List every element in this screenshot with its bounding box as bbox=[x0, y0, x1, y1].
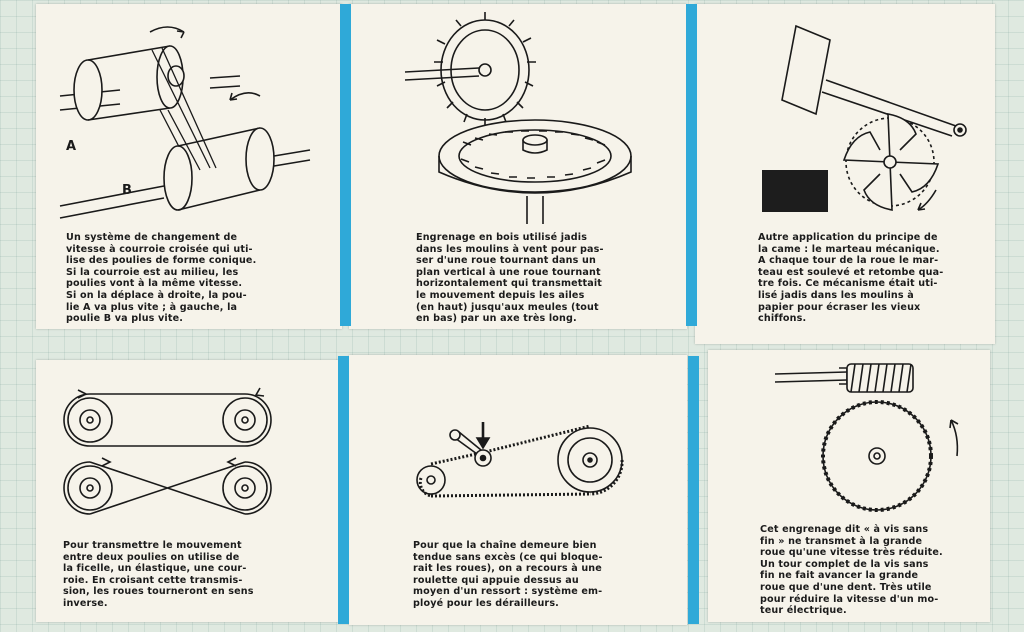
wooden-gear-illustration bbox=[405, 14, 635, 224]
belt-pulleys-illustration bbox=[60, 380, 280, 520]
caption-line: plan vertical à une roue tournant bbox=[416, 266, 601, 278]
caption-line: Un système de changement de bbox=[66, 232, 238, 243]
caption-line: Engrenage en bois utilisé jadis bbox=[416, 232, 588, 243]
caption-line: la came : le marteau mécanique. bbox=[758, 243, 940, 255]
caption-worm-gear bbox=[760, 524, 972, 617]
caption-line: lie A va plus vite ; à gauche, la bbox=[66, 301, 238, 313]
caption-trip-hammer bbox=[758, 232, 973, 325]
chain-tensioner-illustration bbox=[415, 408, 625, 518]
caption-line: tre fois. Ce mécanisme était uti- bbox=[758, 278, 938, 290]
caption-line: sion, les roues tourneront en sens bbox=[63, 586, 254, 598]
crossed-belt-illustration bbox=[60, 18, 320, 228]
caption-line: roue qu'une vitesse très réduite. bbox=[760, 547, 943, 559]
caption-line: roue que d'une dent. Très utile bbox=[760, 581, 932, 593]
caption-line: la ficelle, un élastique, une cour- bbox=[63, 563, 247, 575]
caption-line: moyen d'un ressort : système em- bbox=[413, 586, 603, 598]
separator-bar bbox=[340, 4, 351, 326]
caption-line: le mouvement depuis les ailes bbox=[416, 289, 585, 301]
caption-line: roulette qui appuie dessus au bbox=[413, 574, 579, 586]
caption-line: rait les roues), on a recours à une bbox=[413, 563, 602, 575]
caption-line: ser d'une roue tournant dans un bbox=[416, 255, 596, 267]
caption-line: dans les moulins à vent pour pas- bbox=[416, 243, 604, 255]
caption-line: fin ne fait avancer la grande bbox=[760, 570, 919, 582]
caption-crossed-belt bbox=[66, 232, 276, 325]
pulley-label-b: B bbox=[122, 183, 132, 198]
worm-gear-illustration bbox=[775, 360, 975, 510]
caption-line: Pour transmettre le mouvement bbox=[63, 540, 242, 551]
caption-line: Autre application du principe de bbox=[758, 232, 938, 243]
caption-wooden-gear bbox=[416, 232, 621, 325]
caption-line: pour réduire la vitesse d'un mo- bbox=[760, 593, 939, 605]
caption-line: Pour que la chaîne demeure bien bbox=[413, 540, 597, 551]
caption-line: horizontalement qui transmettait bbox=[416, 278, 603, 290]
caption-line: Si on la déplace à droite, la pou- bbox=[66, 289, 247, 301]
separator-bar bbox=[688, 356, 699, 624]
caption-line: en bas) par un axe très long. bbox=[416, 313, 577, 325]
caption-line: (en haut) jusqu'aux meules (tout bbox=[416, 301, 599, 313]
caption-line: teau est soulevé et retombe qua- bbox=[758, 266, 944, 278]
caption-line: entre deux poulies on utilise de bbox=[63, 551, 240, 563]
caption-line: Un tour complet de la vis sans bbox=[760, 558, 929, 570]
pulley-label-a: A bbox=[66, 139, 77, 154]
caption-line: tendue sans excès (ce qui bloque- bbox=[413, 551, 603, 563]
caption-line: ployé pour les dérailleurs. bbox=[413, 597, 559, 609]
caption-line: teur électrique. bbox=[760, 605, 847, 617]
caption-line: poulies vont à la même vitesse. bbox=[66, 278, 243, 290]
trip-hammer-illustration bbox=[760, 22, 980, 222]
caption-line: roie. En croisant cette transmis- bbox=[63, 574, 243, 586]
separator-bar bbox=[338, 356, 349, 624]
caption-belt-pulleys bbox=[63, 540, 273, 610]
caption-line: A chaque tour de la roue le mar- bbox=[758, 255, 939, 267]
caption-line: papier pour écraser les vieux bbox=[758, 301, 921, 313]
caption-line: inverse. bbox=[63, 597, 108, 609]
caption-line: lisé jadis dans les moulins à bbox=[758, 289, 914, 301]
caption-line: chiffons. bbox=[758, 313, 807, 325]
caption-line: poulie B va plus vite. bbox=[66, 313, 184, 325]
caption-line: vitesse à courroie croisée qui uti- bbox=[66, 243, 253, 255]
separator-bar bbox=[686, 4, 697, 326]
caption-line: fin » ne transmet à la grande bbox=[760, 535, 923, 547]
caption-line: Si la courroie est au milieu, les bbox=[66, 266, 239, 278]
caption-line: Cet engrenage dit « à vis sans bbox=[760, 524, 929, 535]
caption-line: lise des poulies de forme conique. bbox=[66, 255, 257, 267]
caption-chain-tensioner bbox=[413, 540, 625, 610]
